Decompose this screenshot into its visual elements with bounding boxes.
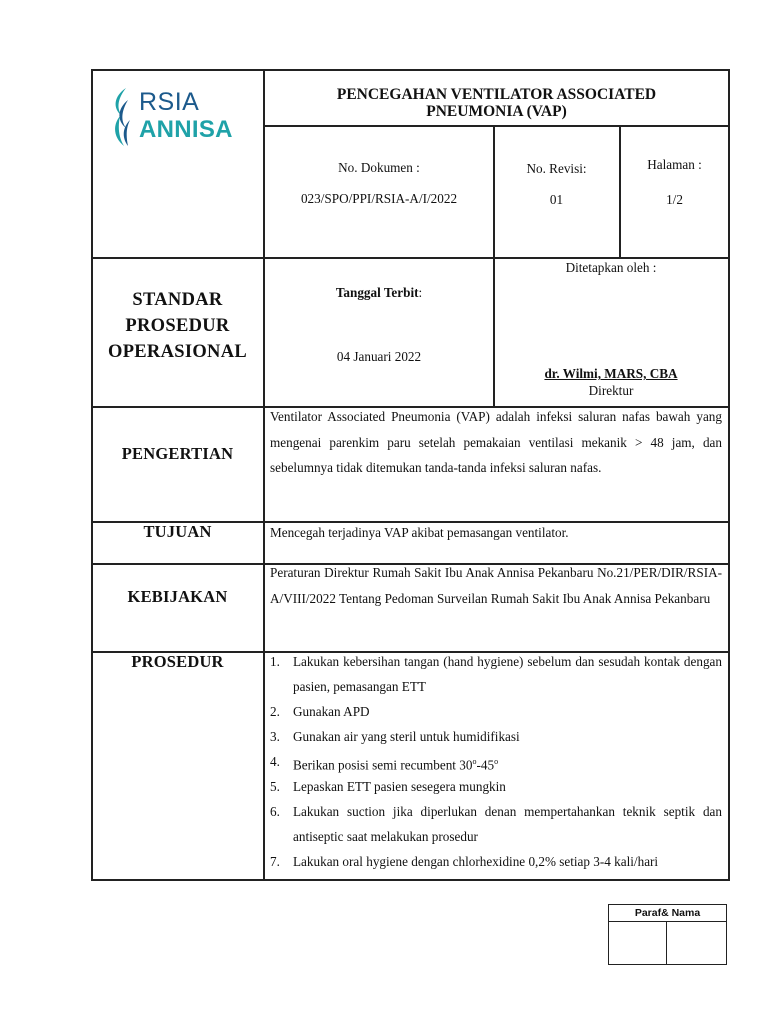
paraf-box bbox=[608, 904, 727, 965]
prosedur-item-text: Gunakan APD bbox=[293, 704, 370, 719]
issue-date-label bbox=[265, 284, 493, 302]
prosedur-item-3 bbox=[270, 724, 722, 749]
document-title-line2: PNEUMONIA (VAP) bbox=[426, 103, 567, 120]
prosedur-item-text: Gunakan air yang steril untuk humidifikasi bbox=[293, 729, 520, 744]
prosedur-item-number: 3. bbox=[270, 729, 280, 744]
doc-number-label: No. Dokumen : bbox=[338, 160, 420, 175]
degree-superscript: o bbox=[494, 757, 499, 766]
kebijakan-text: Peraturan Direktur Rumah Sakit Ibu Anak Annisa Pekanbaru No.21/PER/DIR/RSIA-A/VIII/2022 Tentang Pedoman Surveilan Rumah Sakit Ibu Anak Annisa Pekanbaru bbox=[270, 565, 722, 606]
pengertian-label: PENGERTIAN bbox=[121, 444, 234, 463]
prosedur-item-number: 6. bbox=[270, 804, 280, 819]
prosedur-item-text: Lepaskan ETT pasien sesegera mungkin bbox=[293, 779, 506, 794]
prosedur-item-number: 2. bbox=[270, 704, 280, 719]
table-border-top bbox=[91, 69, 730, 71]
signatory-name: dr. Wilmi, MARS, CBA bbox=[544, 366, 678, 381]
kebijakan-label: KEBIJAKAN bbox=[127, 587, 228, 606]
issue-date-colon: : bbox=[418, 285, 423, 300]
prosedur-item-1 bbox=[270, 649, 722, 699]
page-value: 1/2 bbox=[666, 192, 683, 207]
signatory-title: Direktur bbox=[588, 383, 634, 398]
prosedur-item-number: 7. bbox=[270, 854, 280, 869]
prosedur-item-text: Lakukan suction jika diperlukan denan mempertahankan teknik septik dan antiseptic saat melakukan prosedur bbox=[293, 804, 722, 844]
sop-title-line3: OPERASIONAL bbox=[108, 342, 247, 362]
degree-superscript: o bbox=[472, 757, 477, 766]
prosedur-item-text: Lakukan kebersihan tangan (hand hygiene) sebelum dan sesudah kontak dengan pasien, pemasangan ETT bbox=[293, 654, 722, 694]
paraf-cell-sign[interactable] bbox=[609, 922, 666, 965]
prosedur-item-number: 5. bbox=[270, 779, 280, 794]
document-title-line1: PENCEGAHAN VENTILATOR ASSOCIATED bbox=[336, 86, 657, 103]
prosedur-item-number: 1. bbox=[270, 654, 280, 669]
prosedur-label: PROSEDUR bbox=[131, 652, 224, 671]
sop-title-line1: STANDAR bbox=[132, 290, 223, 310]
page-label: Halaman : bbox=[647, 157, 702, 172]
paraf-label: Paraf& Nama bbox=[634, 907, 701, 919]
issue-date-value: 04 Januari 2022 bbox=[336, 349, 422, 364]
table-border-bottom bbox=[91, 879, 730, 881]
established-by-label: Ditetapkan oleh : bbox=[565, 260, 657, 275]
prosedur-item-6 bbox=[270, 799, 722, 849]
tujuan-label: TUJUAN bbox=[143, 522, 212, 541]
leaf-icon bbox=[108, 86, 138, 150]
pengertian-text: Ventilator Associated Pneumonia (VAP) adalah infeksi saluran nafas bawah yang mengenai parenkim paru setelah pemakaian ventilasi mekanik > 48 jam, dan sebelumnya tidak ditemukan tanda-tanda infeksi saluran nafas. bbox=[270, 409, 722, 475]
prosedur-item-5 bbox=[270, 774, 722, 799]
issue-date-label-text: Tanggal Terbit bbox=[335, 285, 419, 300]
prosedur-item-2 bbox=[270, 699, 722, 724]
prosedur-item-text: Lakukan oral hygiene dengan chlorhexidine 0,2% setiap 3-4 kali/hari bbox=[293, 854, 659, 869]
hospital-logo bbox=[108, 86, 238, 150]
prosedur-item-7 bbox=[270, 849, 722, 874]
tujuan-text: Mencegah terjadinya VAP akibat pemasangan ventilator. bbox=[270, 525, 569, 540]
table-border-left bbox=[91, 69, 93, 881]
logo-text-rsia: RSIA bbox=[139, 88, 200, 116]
sop-title-line2: PROSEDUR bbox=[125, 316, 230, 336]
prosedur-item-number: 4. bbox=[270, 754, 280, 769]
doc-number-value: 023/SPO/PPI/RSIA-A/I/2022 bbox=[300, 191, 458, 206]
logo-text-annisa: ANNISA bbox=[139, 116, 233, 143]
table-border-right bbox=[728, 69, 730, 881]
sop-title bbox=[92, 287, 263, 365]
prosedur-item-text-part: Berikan posisi semi recumbent 30 bbox=[293, 757, 473, 773]
paraf-cell-name[interactable] bbox=[668, 922, 726, 965]
revision-label: No. Revisi: bbox=[526, 161, 587, 176]
header-title-divider bbox=[263, 125, 730, 127]
document-title bbox=[265, 86, 728, 120]
revision-value: 01 bbox=[549, 192, 564, 207]
prosedur-item-text-part: -45 bbox=[476, 757, 495, 773]
